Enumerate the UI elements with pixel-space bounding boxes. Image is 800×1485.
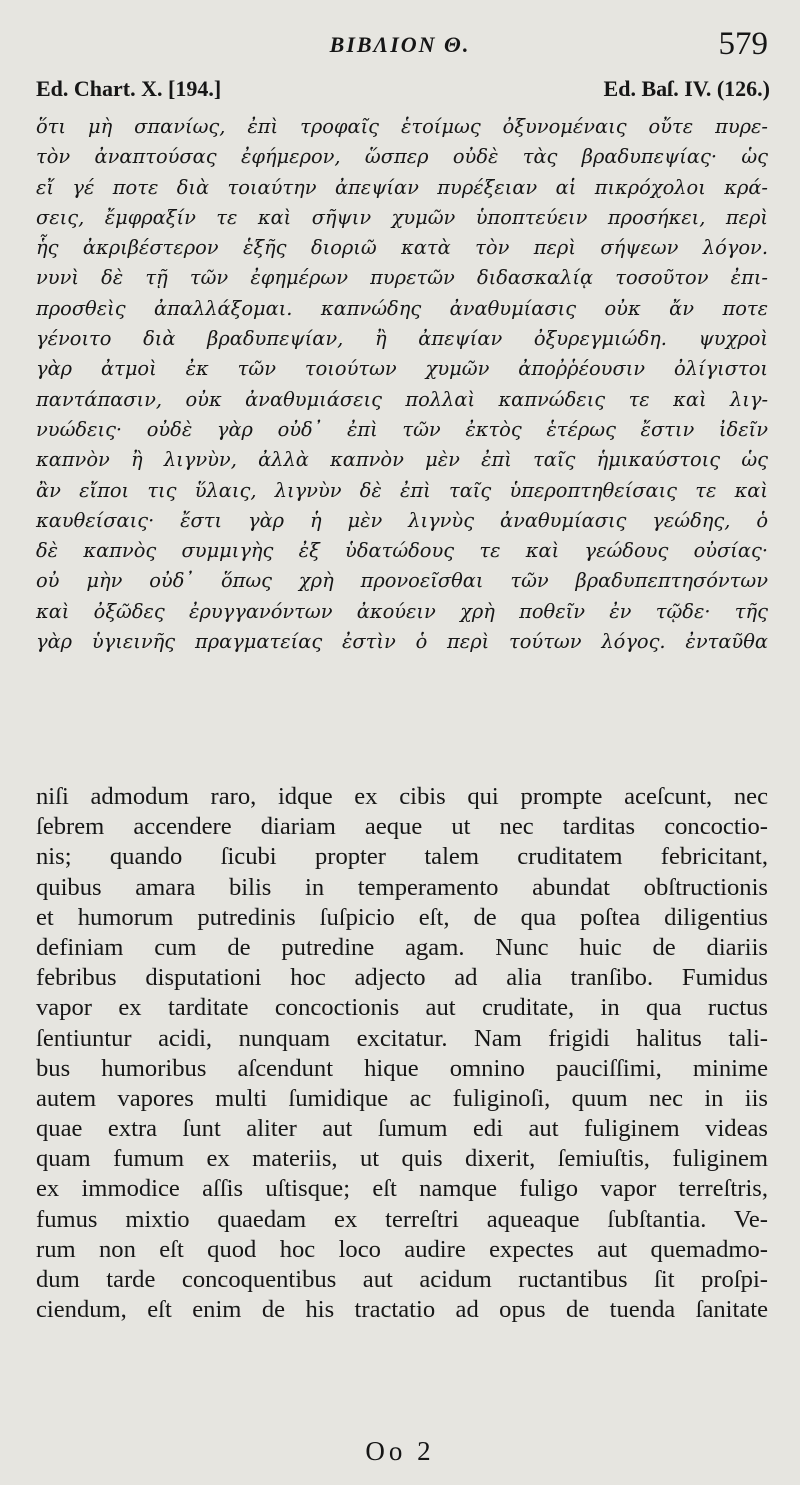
greek-line: ὅτι μὴ σπανίως, ἐπὶ τροφαῖς ἑτοίμως ὀξυνομέναις οὔτε πυρε- (36, 115, 768, 138)
greek-line: γένοιτο διὰ βραδυπεψίαν, ἢ ἀπεψίαν ὀξυρεγμιώδη. ψυχροὶ (36, 327, 768, 351)
printer-signature-mark: Oo 2 (365, 1436, 435, 1466)
latin-line: definiam cum de putredine agam. Nunc huic de diariis (36, 933, 768, 961)
latin-line: rum non eſt quod hoc loco audire expectes aut quemadmo- (36, 1235, 768, 1263)
greek-line: γὰρ ἀτμοὶ ἐκ τῶν τοιούτων χυμῶν ἀποῤῥέουσιν ὀλίγιστοι (36, 357, 768, 381)
greek-line: παντάπασιν, οὐκ ἀναθυμιάσεις πολλαὶ καπνώδεις τε καὶ λιγ- (36, 387, 768, 411)
latin-line: niſi admodum raro, idque ex cibis qui prompte aceſcunt, nec (36, 783, 768, 810)
greek-line: ἧς ἀκριβέστερον ἑξῆς διοριῶ κατὰ τὸν περὶ σήψεων λόγον. (36, 236, 768, 260)
greek-line: δὲ καπνὸς συμμιγὴς ἐξ ὑδατώδους τε καὶ γεώδους οὐσίας· (36, 539, 768, 563)
greek-line: νυώδεις· οὐδὲ γὰρ οὐδ᾽ ἐπὶ τῶν ἐκτὸς ἑτέρως ἔστιν ἰδεῖν (36, 417, 768, 441)
latin-line: quam fumum ex materiis, ut quis dixerit, ſemiuſtis, fuliginem (36, 1145, 768, 1173)
greek-text-block (36, 112, 768, 657)
greek-line: ἂν εἴποι τις ὕλαις, λιγνὺν δὲ ἐπὶ ταῖς ὑπεροπτηθείσαις τε καὶ (36, 478, 768, 502)
latin-text-block (36, 782, 768, 1325)
latin-line: febribus disputationi hoc adjecto ad alia tranſibo. Fumidus (36, 964, 768, 992)
latin-line: autem vapores multi ſumidique ac fuliginoſi, quum nec in iis (36, 1084, 768, 1112)
greek-line: καπνὸν ἢ λιγνὺν, ἀλλὰ καπνὸν μὲν ἐπὶ ταῖς ἡμικαύστοις ὡς (36, 448, 768, 472)
greek-line: σεις, ἔμφραξίν τε καὶ σῆψιν χυμῶν ὑποπτεύειν προσήκει, περὶ (36, 205, 768, 229)
latin-line: ciendum, eſt enim de his tractatio ad opus de tuenda ſanitate (36, 1296, 768, 1324)
latin-line: nis; quando ſicubi propter talem cruditatem febricitant, (36, 843, 768, 871)
greek-line: προσθεὶς ἀπαλλάξομαι. καπνώδης ἀναθυμίασις οὐκ ἄν ποτε (36, 296, 768, 320)
page-number: 579 (718, 26, 768, 62)
greek-line: νυνὶ δὲ τῇ τῶν ἐφημέρων πυρετῶν διδασκαλίᾳ τοσοῦτον ἐπι- (36, 266, 768, 290)
greek-line: καυθείσαις· ἔστι γὰρ ἡ μὲν λιγνὺς ἀναθυμίασις γεώδης, ὁ (36, 508, 768, 532)
greek-line: γὰρ ὑγιεινῆς πραγματείας ἐστὶν ὁ περὶ τούτων λόγος. ἐνταῦθα (36, 630, 768, 654)
running-title: BIBΛION Θ. (329, 32, 471, 57)
edition-reference-chartier: Ed. Chart. X. [194.] (36, 76, 222, 101)
greek-line: εἴ γέ ποτε διὰ τοιαύτην ἀπεψίαν πυρέξειαν αἱ πικρόχολοι κρά- (36, 175, 768, 199)
latin-line: dum tarde concoquentibus aut acidum ructantibus ſit proſpi- (36, 1266, 768, 1293)
greek-line: καὶ ὀξῶδες ἐρυγγανόντων ἀκούειν χρὴ ποθεῖν ἐν τῷδε· τῆς (36, 599, 768, 623)
latin-line: quibus amara bilis in temperamento abundat obſtructionis (36, 873, 768, 901)
latin-line: bus humoribus aſcendunt hique omnino pauciſſimi, minime (36, 1054, 768, 1082)
latin-line: ex immodice aſſis uſtisque; eſt namque fuligo vapor terreſtris, (36, 1175, 768, 1203)
latin-line: et humorum putredinis ſuſpicio eſt, de qua poſtea diligentius (36, 903, 768, 931)
edition-reference-basel: Ed. Baſ. IV. (126.) (603, 76, 770, 101)
greek-line: τὸν ἀναπτούσας ἐφήμερον, ὥσπερ οὐδὲ τὰς βραδυπεψίας· ὡς (36, 145, 768, 169)
latin-line: fumus mixtio quaedam ex terreſtri aqueaque ſubſtantia. Ve- (36, 1205, 768, 1233)
latin-line: quae extra ſunt aliter aut ſumum edi aut fuliginem videas (36, 1115, 768, 1143)
latin-line: vapor ex tarditate concoctionis aut cruditate, in qua ructus (36, 994, 768, 1022)
latin-line: ſebrem accendere diariam aeque ut nec tarditas concoctio- (36, 813, 768, 841)
greek-line: οὐ μὴν οὐδ᾽ ὅπως χρὴ προνοεῖσθαι τῶν βραδυπεπτησόντων (36, 569, 768, 593)
latin-line: ſentiuntur acidi, nunquam excitatur. Nam frigidi halitus tali- (36, 1024, 768, 1052)
